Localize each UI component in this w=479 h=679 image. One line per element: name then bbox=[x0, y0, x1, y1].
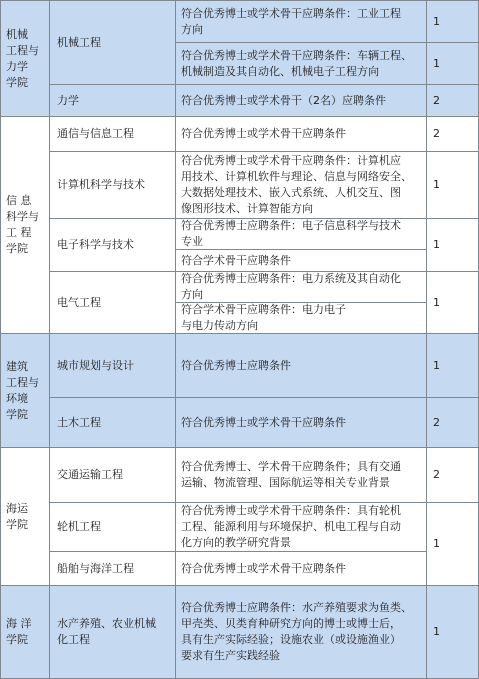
major-cell-text: 计算机科学与技术 bbox=[57, 178, 145, 191]
requirement-cell-text: 符合优秀博士应聘条件：水产养殖要求为鱼类、 甲壳类、贝类育种研究方向的博士或博士后， 具有生产实际经验；设施农业（或设施渔业） 要求有生产实践经验 bbox=[181, 601, 412, 662]
requirement-cell-text: 符合优秀博士应聘条件：电子信息科学与技术 专业 bbox=[181, 219, 401, 248]
count-cell-text: 1 bbox=[433, 56, 440, 70]
count-cell-text: 1 bbox=[433, 358, 440, 372]
count-cell-text: 1 bbox=[433, 537, 440, 550]
count-cell bbox=[427, 85, 479, 117]
count-cell bbox=[427, 117, 479, 152]
requirement-cell-text: 符合优秀博士或学术骨干应聘条件 bbox=[181, 561, 346, 575]
major-cell bbox=[50, 398, 176, 448]
count-cell bbox=[427, 586, 479, 679]
college-cell-text: 海 洋 学院 bbox=[6, 617, 32, 646]
major-cell bbox=[50, 1, 176, 85]
requirement-cell bbox=[176, 219, 427, 250]
major-cell-text: 机械工程 bbox=[57, 35, 101, 49]
requirement-cell bbox=[176, 448, 427, 503]
count-cell bbox=[427, 219, 479, 272]
requirement-cell-text: 符合优秀博士应聘条件：电力系统及其自动化 方向 bbox=[181, 272, 401, 301]
major-cell-text: 轮机工程 bbox=[57, 520, 101, 533]
requirement-cell-text: 符合优秀博士或学术骨干应聘条件：车辆工程、 机械制造及其自动化、机械电子工程方向 bbox=[181, 48, 412, 78]
college-cell bbox=[1, 586, 50, 679]
major-cell-text: 电气工程 bbox=[57, 295, 101, 309]
count-cell-text: 1 bbox=[433, 295, 440, 309]
major-cell-text: 力学 bbox=[57, 93, 79, 107]
major-cell-text: 电子科学与技术 bbox=[57, 238, 134, 251]
major-cell bbox=[50, 85, 176, 117]
requirement-cell-text: 符合优秀博士或学术骨干应聘条件：工业工程 方向 bbox=[181, 6, 401, 36]
count-cell bbox=[427, 398, 479, 448]
major-cell bbox=[50, 334, 176, 398]
requirement-cell bbox=[176, 586, 427, 679]
college-cell bbox=[1, 117, 50, 334]
requirement-cell-text: 符合学术骨干应聘条件：电力电子 与电力传动方向 bbox=[181, 303, 346, 332]
requirement-cell bbox=[176, 117, 427, 152]
requirement-cell-text: 符合学术骨干应聘条件 bbox=[181, 253, 291, 267]
major-cell-text: 土木工程 bbox=[57, 415, 101, 429]
major-cell-text: 水产养殖、农业机械 化工程 bbox=[57, 617, 156, 646]
college-cell bbox=[1, 334, 50, 448]
requirement-cell bbox=[176, 552, 427, 586]
major-cell bbox=[50, 503, 176, 552]
count-cell-text: 1 bbox=[433, 238, 440, 251]
count-cell-text: 2 bbox=[433, 127, 440, 140]
count-cell bbox=[427, 334, 479, 398]
count-cell-text: 1 bbox=[433, 625, 440, 638]
count-cell-text: 2 bbox=[433, 468, 440, 481]
requirement-cell-text: 符合优秀博士、学术骨干应聘条件；具有交通 运输、物流管理、国际航运等相关专业背景 bbox=[181, 460, 401, 489]
requirement-cell bbox=[176, 250, 427, 272]
requirement-cell-text: 符合优秀博士或学术骨干应聘条件 bbox=[181, 127, 346, 140]
college-cell-text: 机械 工程与 力学 学院 bbox=[6, 27, 39, 89]
requirement-cell-text: 符合优秀博士或学术骨干应聘条件：计算机应 用技术、计算机软件与理论、信息与网络安全、 大数据处理技术、嵌入式系统、人机交互、图 像图形技术、计算智能方向 bbox=[181, 154, 412, 215]
requirement-cell bbox=[176, 152, 427, 219]
college-cell-text: 海运 学院 bbox=[6, 501, 28, 531]
major-cell bbox=[50, 152, 176, 219]
count-cell bbox=[427, 503, 479, 586]
requirement-cell bbox=[176, 43, 427, 85]
count-cell bbox=[427, 43, 479, 85]
major-cell-text: 通信与信息工程 bbox=[57, 127, 134, 140]
requirement-cell bbox=[176, 334, 427, 398]
count-cell-text: 1 bbox=[433, 14, 440, 28]
major-cell bbox=[50, 586, 176, 679]
requirement-cell-text: 符合优秀博士应聘条件 bbox=[181, 358, 291, 372]
count-cell bbox=[427, 448, 479, 503]
count-cell-text: 1 bbox=[433, 178, 440, 191]
requirement-cell bbox=[176, 272, 427, 303]
count-cell-text: 2 bbox=[433, 93, 440, 107]
major-cell-text: 船舶与海洋工程 bbox=[57, 561, 134, 575]
major-cell bbox=[50, 448, 176, 503]
major-cell-text: 城市规划与设计 bbox=[57, 358, 134, 372]
requirement-cell bbox=[176, 398, 427, 448]
requirement-cell bbox=[176, 303, 427, 334]
college-cell-text: 信 息 科学与 工 程 学院 bbox=[6, 194, 39, 255]
college-cell bbox=[1, 448, 50, 586]
count-cell bbox=[427, 272, 479, 334]
requirement-cell-text: 符合优秀博士或学术骨干应聘条件：具有轮机 工程、能源利用与环境保护、机电工程与自动 化方向的教学研究背景 bbox=[181, 504, 401, 549]
major-cell bbox=[50, 552, 176, 586]
requirement-cell bbox=[176, 85, 427, 117]
major-cell bbox=[50, 272, 176, 334]
college-cell-text: 建筑 工程与 环境 学院 bbox=[6, 359, 39, 421]
college-cell bbox=[1, 1, 50, 117]
major-cell-text: 交通运输工程 bbox=[57, 468, 123, 481]
count-cell-text: 2 bbox=[433, 415, 440, 429]
major-cell bbox=[50, 219, 176, 272]
major-cell bbox=[50, 117, 176, 152]
requirement-cell-text: 符合优秀博士或学术骨干（2名）应聘条件 bbox=[181, 93, 386, 107]
count-cell bbox=[427, 1, 479, 43]
requirement-cell bbox=[176, 1, 427, 43]
requirement-cell-text: 符合优秀博士或学术骨干应聘条件 bbox=[181, 415, 346, 429]
count-cell bbox=[427, 152, 479, 219]
requirement-cell bbox=[176, 503, 427, 552]
